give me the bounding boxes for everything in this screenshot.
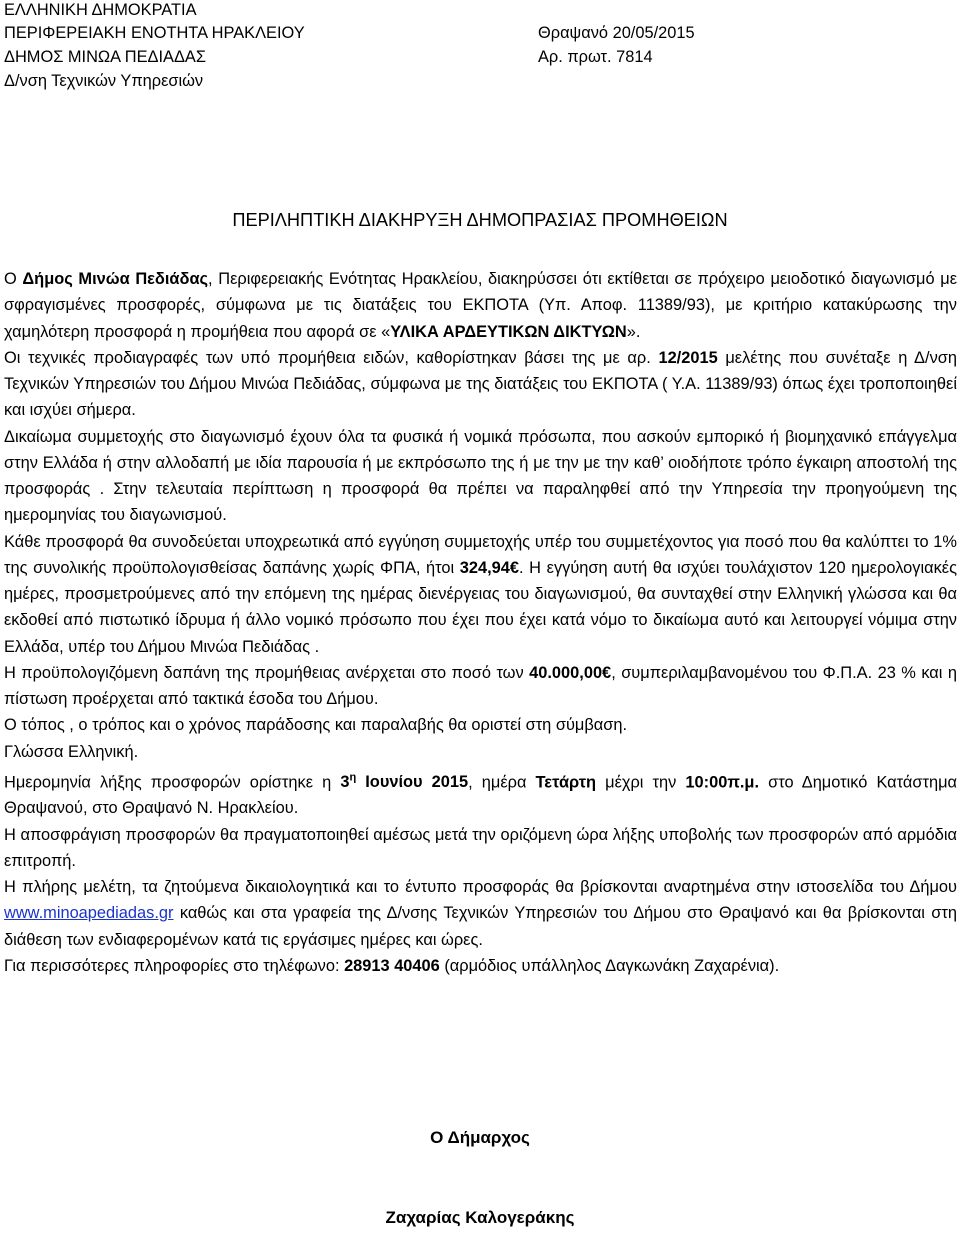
page-title: ΠΕΡΙΛΗΠΤΙΚΗ ΔΙΑΚΗΡΥΞΗ ΔΗΜΟΠΡΑΣΙΑΣ ΠΡΟΜΗΘΕΙΩΝ xyxy=(232,210,728,230)
document-body xyxy=(4,266,957,979)
budget-amount: 40.000,00€ xyxy=(529,663,612,682)
guarantee-amount: 324,94€ xyxy=(459,558,520,577)
signature-role: Ο Δήμαρχος xyxy=(430,1128,530,1147)
paragraph-deadline: Ημερομηνία λήξης προσφορών ορίστηκε η $3^\eta$ Ιουνίου 2015, ημέρα Τετάρτη μέχρι την 10:00π.μ. στο Δημοτικό Κατάστημα Θραψανού, στο Θραψανό Ν. Ηρακλείου. xyxy=(4,771,957,818)
paragraph-intro: Ο Δήμος Μινώα Πεδιάδας, Περιφερειακής Ενότητας Ηρακλείου, διακηρύσσει ότι εκτίθεται σε πρόχειρο μειοδοτικό διαγωνισμό με σφραγισμένες προσφορές, σύμφωνα με τις διατάξεις του ΕΚΠΟΤΑ (Υπ. Αποφ. 11389/93), με κριτήριο κατακύρωσης την χαμηλότερη προσφορά η προμήθεια που αφορά σε «ΥΛΙΚΑ ΑΡΔΕΥΤΙΚΩΝ ΔΙΚΤΥΩΝ». xyxy=(4,270,957,341)
website-link[interactable]: www.minoapediadas.gr xyxy=(4,904,174,923)
place-date: Θραψανό 20/05/2015 xyxy=(538,24,695,42)
deadline-day: $3^\eta$ Ιουνίου 2015 xyxy=(340,771,469,792)
paragraph-opening: Η αποσφράγιση προσφορών θα πραγματοποιηθεί αμέσως μετά την οριζόμενη ώρα λήξης υποβολής των προσφορών από αρμόδια επιτροπή. xyxy=(4,825,957,870)
municipality-name: Δήμος Μινώα Πεδιάδας xyxy=(22,270,209,288)
paragraph-guarantee: Κάθε προσφορά θα συνοδεύεται υποχρεωτικά από εγγύηση συμμετοχής υπέρ του συμμετέχοντος για ποσό που θα καλύπτει το 1% της συνολικής προϋπολογισθείσας δαπάνης χωρίς ΦΠΑ, ήτοι 324,94€. Η εγγύηση αυτή θα ισχύει τουλάχιστον 120 ημερολογιακές ημέρες, προσμετρούμενες από την επόμενη της ημέρας διενέργειας του διαγωνισμού, θα συνταχθεί στην Ελληνική γλώσσα και θα εκδοθεί από πιστωτικό ίδρυμα ή άλλο νομικό πρόσωπο που έχει που έχει κατά νόμο το δικαίωμα αυτό και λειτουργεί νόμιμα στην Ελλάδα, υπέρ του Δήμου Μινώα Πεδιάδας . xyxy=(4,532,957,656)
paragraph-language: Γλώσσα Ελληνική. xyxy=(4,742,139,761)
deadline-time: 10:00π.μ. xyxy=(685,773,760,792)
paragraph-eligibility: Δικαίωμα συμμετοχής στο διαγωνισμό έχουν όλα τα φυσικά ή νομικά πρόσωπα, που ασκούν εμπορικό ή βιομηχανικό επάγγελμα στην Ελλάδα ή στην αλλοδαπή με ιδία παρουσία ή με εκπρόσωπο της ή με την με την καθ’ οιοδήποτε τρόπο έγκαιρη αποστολή της προσφοράς . Στην τελευταία περίπτωση η προσφορά θα πρέπει να παραληφθεί από την Υπηρεσία την προηγούμενη της ημερομηνίας του διαγωνισμού. xyxy=(4,427,957,525)
header-republic: ΕΛΛΗΝΙΚΗ ΔΗΜΟΚΡΑΤΙΑ xyxy=(4,1,197,19)
paragraph-documents: Η πλήρης μελέτη, τα ζητούμενα δικαιολογητικά και το έντυπο προσφοράς θα βρίσκονται αναρτημένα στην ιστοσελίδα του Δήμου www.minoapediadas.gr καθώς και στα γραφεία της Δ/νσης Τεχνικών Υπηρεσιών του Δήμου στο Θραψανό και θα βρίσκονται στη διάθεση των ενδιαφερομένων κατά τις εργάσιμες ημέρες και ώρες. xyxy=(4,878,957,949)
signature-name: Ζαχαρίας Καλογεράκης xyxy=(385,1208,575,1227)
phone-number: 28913 40406 xyxy=(344,956,440,975)
paragraph-budget: Η προϋπολογιζόμενη δαπάνη της προμήθειας ανέρχεται στο ποσό των 40.000,00€, συμπεριλαμβανομένου του Φ.Π.Α. 23 % και η πίστωση προέρχεται από τακτικά έσοδα του Δήμου. xyxy=(4,663,957,708)
protocol-number: Αρ. πρωτ. 7814 xyxy=(538,48,653,66)
paragraph-delivery: Ο τόπος , ο τρόπος και ο χρόνος παράδοσης και παραλαβής θα οριστεί στη σύμβαση. xyxy=(4,716,628,735)
header-department: Δ/νση Τεχνικών Υπηρεσιών xyxy=(4,72,204,90)
paragraph-contact: Για περισσότερες πληροφορίες στο τηλέφωνο: 28913 40406 (αρμόδιος υπάλληλος Δαγκωνάκη Ζαχαρένια). xyxy=(4,956,780,975)
header-region: ΠΕΡΙΦΕΡΕΙΑΚΗ ΕΝΟΤΗΤΑ ΗΡΑΚΛΕΙΟΥ xyxy=(4,24,305,42)
deadline-weekday: Τετάρτη xyxy=(535,773,597,792)
study-number: 12/2015 xyxy=(658,348,718,367)
supply-title: ΥΛΙΚΑ ΑΡΔΕΥΤΙΚΩΝ ΔΙΚΤΥΩΝ xyxy=(390,322,627,341)
paragraph-specifications: Οι τεχνικές προδιαγραφές των υπό προμήθεια ειδών, καθορίστηκαν βάσει της με αρ. 12/2015 μελέτης που συνέταξε η Δ/νση Τεχνικών Υπηρεσιών του Δήμου Μινώα Πεδιάδας, σύμφωνα με της διατάξεις του ΕΚΠΟΤΑ ( Υ.Α. 11389/93) όπως έχει τροποποιηθεί και ισχύει σήμερα. xyxy=(4,348,957,420)
header-municipality: ΔΗΜΟΣ ΜΙΝΩΑ ΠΕΔΙΑΔΑΣ xyxy=(4,48,206,66)
